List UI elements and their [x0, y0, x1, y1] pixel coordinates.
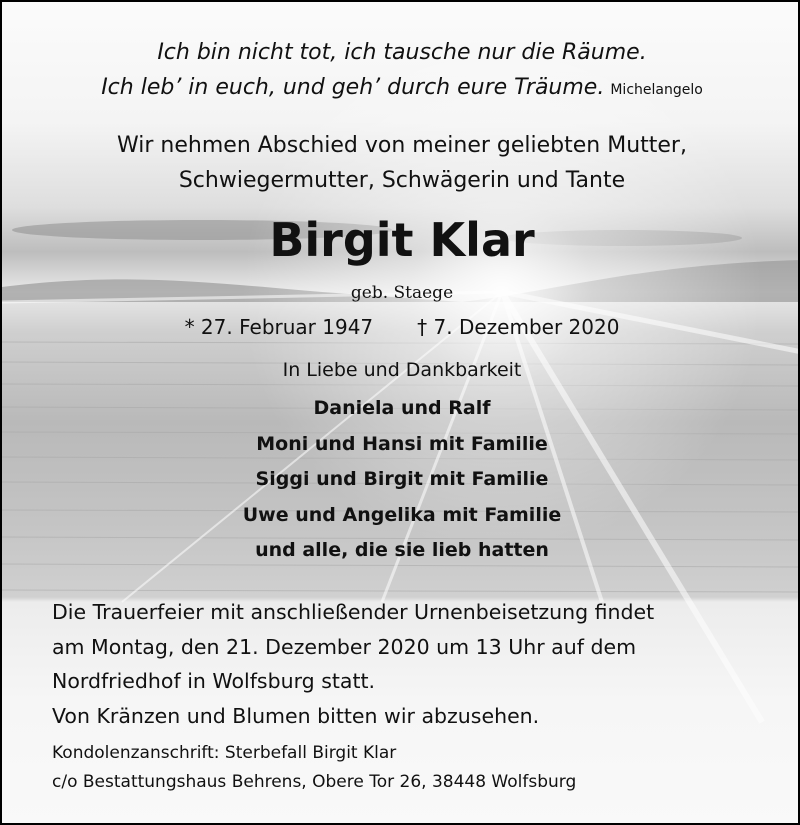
mourner-2: Moni und Hansi mit Familie	[256, 433, 548, 455]
birth-name: geb. Staege	[350, 283, 454, 303]
ceremony-line-3: Nordfriedhof in Wolfsburg statt.	[52, 669, 376, 693]
intro-line-2: Schwiegermutter, Schwägerin und Tante	[178, 168, 626, 193]
condolence-line-2: c/o Bestattungshaus Behrens, Obere Tor 26, 38448 Wolfsburg	[52, 772, 577, 792]
ceremony-line-2: am Montag, den 21. Dezember 2020 um 13 Uhr auf dem	[52, 635, 637, 659]
quote-author: Michelangelo	[610, 82, 703, 98]
mourner-3: Siggi und Birgit mit Familie	[255, 468, 549, 490]
mourner-4: Uwe und Angelika mit Familie	[242, 504, 562, 526]
mourner-5: und alle, die sie lieb hatten	[255, 539, 549, 561]
intro-line-1: Wir nehmen Abschied von meiner geliebten Mutter,	[117, 133, 687, 158]
life-dates	[2, 315, 800, 339]
ceremony-line-1: Die Trauerfeier mit anschließender Urnenbeisetzung findet	[52, 600, 655, 624]
deceased-name: Birgit Klar	[269, 213, 535, 267]
ceremony-line-4: Von Kränzen und Blumen bitten wir abzusehen.	[52, 704, 540, 728]
quote-line-2-text: Ich leb’ in euch, und geh’ durch eure Träume.	[101, 75, 605, 100]
death-date: † 7. Dezember 2020	[417, 315, 620, 339]
mourners-heading: In Liebe und Dankbarkeit	[282, 359, 522, 381]
mourner-1: Daniela und Ralf	[313, 397, 491, 419]
quote-line-2	[2, 75, 800, 100]
birth-date: * 27. Februar 1947	[184, 315, 374, 339]
quote-line-1: Ich bin nicht tot, ich tausche nur die Räume.	[157, 40, 647, 65]
condolence-line-1: Kondolenzanschrift: Sterbefall Birgit Klar	[52, 743, 397, 763]
